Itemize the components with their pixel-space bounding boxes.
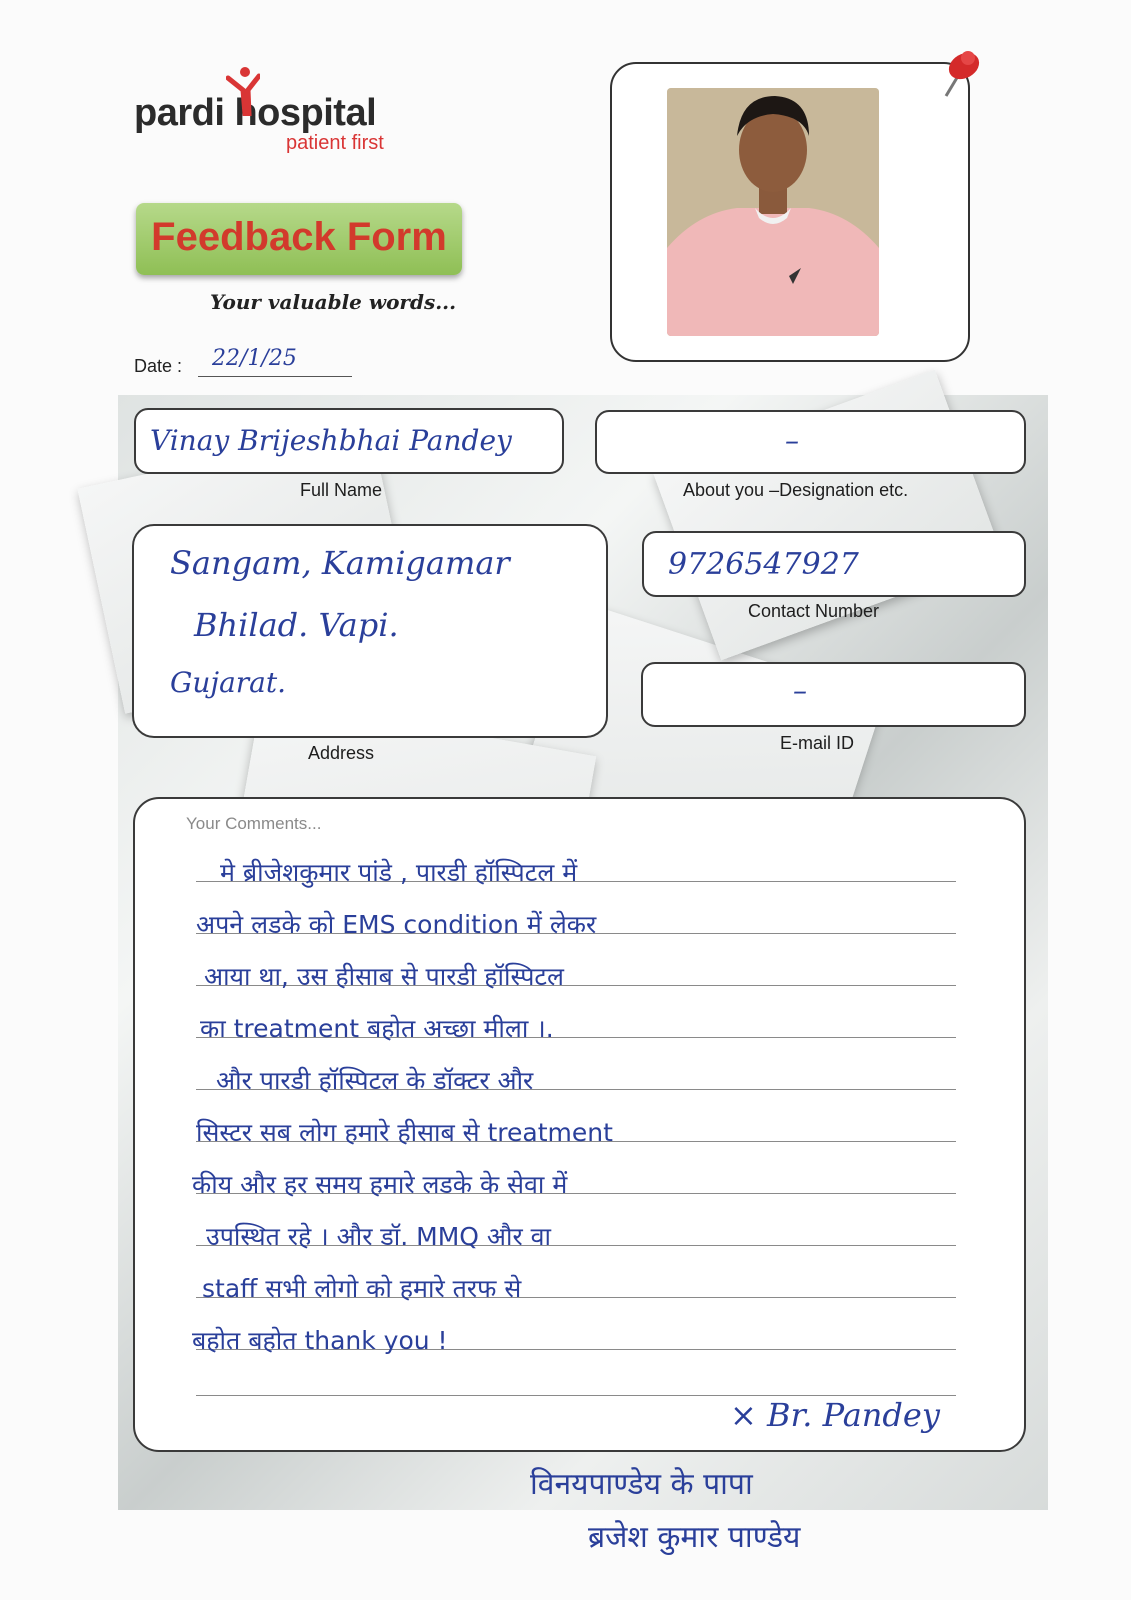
email-label: E-mail ID xyxy=(780,733,855,753)
date-underline xyxy=(198,376,352,377)
person-logo-icon xyxy=(226,66,260,116)
comment-line-9: staff सभी लोगो को हमारे तरफ से xyxy=(202,1274,522,1303)
full-name-field[interactable] xyxy=(134,408,564,474)
address-line-1: Sangam, Kamigamar xyxy=(170,544,510,582)
signature: × Br. Pandey xyxy=(730,1396,940,1434)
full-name-label: Full Name xyxy=(300,480,383,500)
comment-line-1: मे ब्रीजेशकुमार पांडे , पारडी हॉस्पिटल में xyxy=(220,858,578,887)
footer-note-line-2: ब्रजेश कुमार पाण्डेय xyxy=(588,1520,801,1555)
designation-label: About you –Designation etc. xyxy=(683,480,909,500)
date-value: 22/1/25 xyxy=(212,346,297,371)
footer-note-line-1: विनयपाण्डेय के पापा xyxy=(530,1467,753,1502)
comments-label: Your Comments... xyxy=(186,814,322,833)
contact-number-label: Contact Number xyxy=(748,601,880,621)
comment-line-4: का treatment बहोत अच्छा मीला ।. xyxy=(200,1014,554,1043)
address-line-3: Gujarat. xyxy=(170,666,287,699)
email-value: – xyxy=(793,674,807,707)
patient-photo xyxy=(667,88,879,336)
address-field[interactable] xyxy=(132,524,608,738)
form-title: Feedback Form xyxy=(151,215,447,259)
contact-number-value: 9726547927 xyxy=(668,547,859,582)
form-tagline: Your valuable words... xyxy=(210,290,457,314)
full-name-value: Vinay Brijeshbhai Pandey xyxy=(150,424,512,457)
address-line-2: Bhilad. Vapi. xyxy=(194,606,399,644)
comment-line-7: कीय और हर समय हमारे लडके के सेवा में xyxy=(192,1170,568,1199)
comment-line-10: बहोत बहोत thank you ! xyxy=(192,1326,448,1355)
designation-value: – xyxy=(785,424,799,457)
address-label: Address xyxy=(308,743,375,763)
email-field[interactable] xyxy=(641,662,1026,727)
comment-line-6: सिस्टर सब लोग हमारे हीसाब से treatment xyxy=(196,1118,613,1147)
comment-line-2: अपने लडके को EMS condition में लेकर xyxy=(196,910,597,939)
push-pin-icon xyxy=(934,46,984,102)
comment-line-5: और पारडी हॉस्पिटल के डॉक्टर और xyxy=(216,1066,534,1095)
designation-field[interactable] xyxy=(595,410,1026,474)
hospital-logo xyxy=(134,92,384,154)
feedback-form-badge xyxy=(136,203,462,275)
logo-text: pardi hospital xyxy=(134,92,377,134)
date-label: Date : xyxy=(134,356,183,376)
logo-tagline: patient first xyxy=(286,132,384,154)
contact-number-field[interactable] xyxy=(642,531,1026,597)
comment-line-8: उपस्थित रहे । और डॉ. MMQ और वा xyxy=(206,1222,552,1251)
comment-line-3: आया था, उस हीसाब से पारडी हॉस्पिटल xyxy=(204,962,564,991)
